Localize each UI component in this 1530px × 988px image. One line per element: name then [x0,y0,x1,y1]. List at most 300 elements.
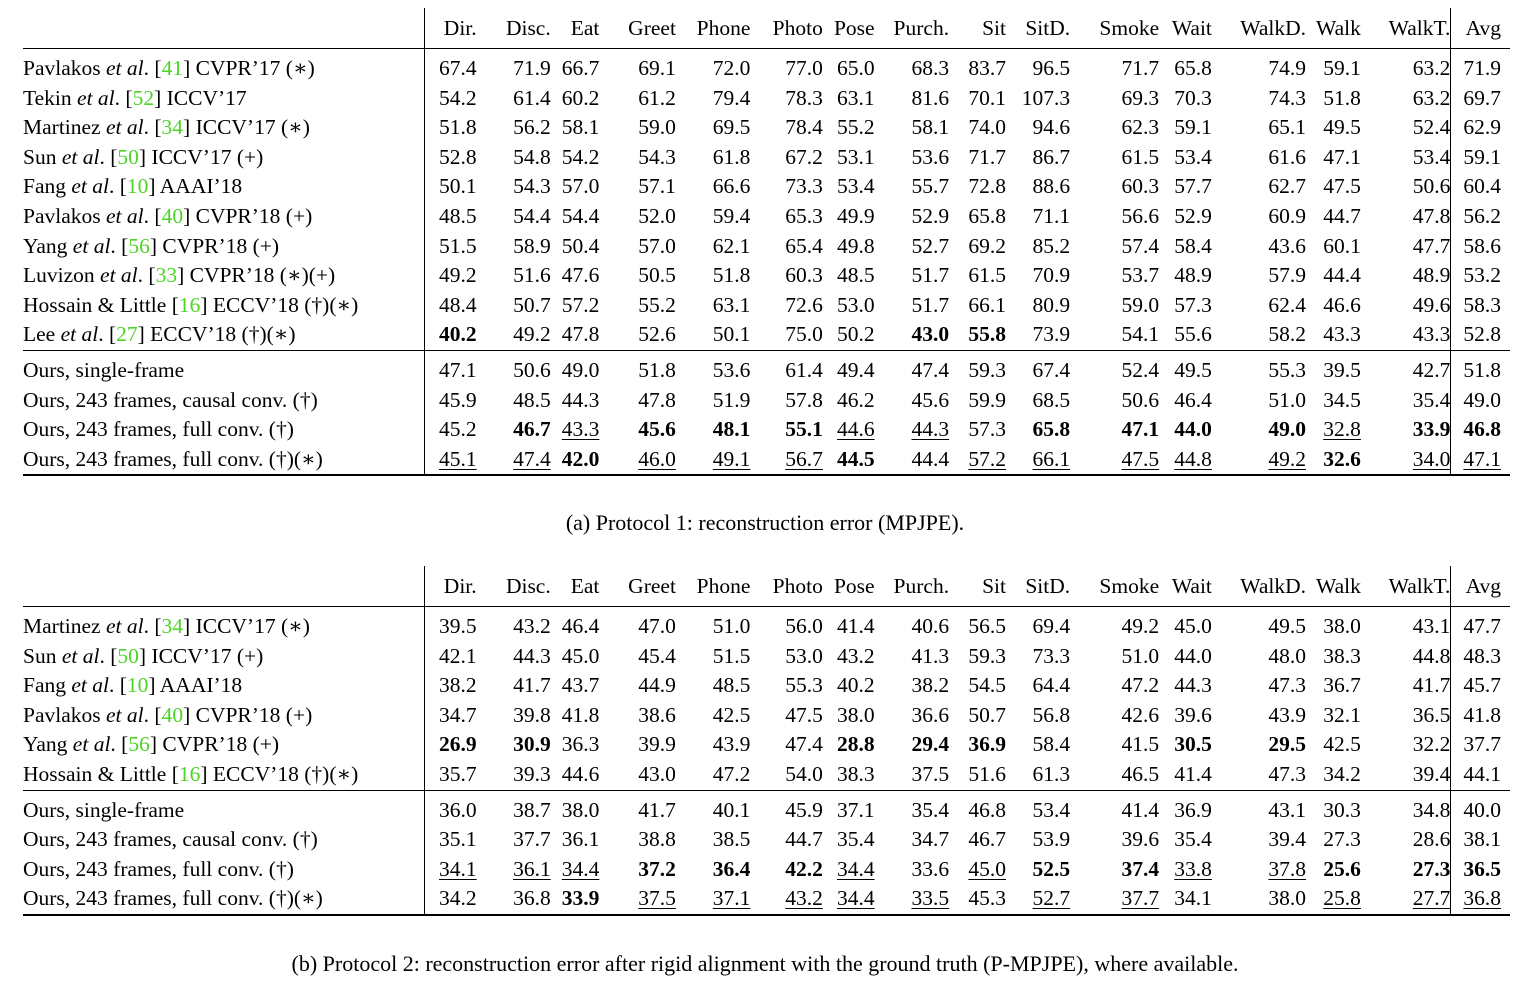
column-header: Smoke [1070,566,1159,607]
value-cell [599,825,676,855]
value-text: 36.8 [513,886,551,911]
method-text: et al [60,322,99,347]
value-text: 43.6 [1268,233,1307,258]
value-text: 50.1 [712,322,751,347]
avg-cell [1451,642,1510,672]
column-header: Greet [599,566,676,607]
value-cell [1212,607,1306,642]
avg-cell [1451,202,1510,232]
value-text: 45.3 [968,886,1006,911]
table-row [23,642,1510,672]
value-text: 69.5 [712,115,751,140]
value-cell [823,825,875,855]
value-text: 48.5 [712,673,751,698]
value-cell [1306,350,1361,385]
value-text: 71.1 [1032,203,1071,228]
value-cell [1212,386,1306,416]
value-text: 54.1 [1121,322,1160,347]
method-name [23,113,425,143]
value-cell [750,49,822,84]
method-text: et al [106,56,144,80]
value-cell [1159,760,1212,790]
value-text: 61.6 [1268,144,1307,169]
value-text: 56.8 [1032,702,1071,727]
value-cell [1212,202,1306,232]
caption-protocol-2: (b) Protocol 2: reconstruction error after rigid alignment with the ground truth (P-MPJPE), where available. [291,951,1239,976]
value-cell [823,232,875,262]
value-cell [425,261,489,291]
value-text: 36.9 [1174,797,1212,822]
value-text: 37.4 [1121,856,1160,881]
value-text: 80.9 [1032,292,1071,317]
value-text: 47.3 [1268,673,1307,698]
value-cell [1212,445,1306,476]
table-row [23,671,1510,701]
value-text: 56.0 [785,614,823,638]
value-cell [1070,642,1159,672]
value-text: 54.5 [968,673,1006,698]
value-cell [1159,415,1212,445]
value-text: 61.2 [638,85,676,110]
value-cell [750,232,822,262]
method-text: et al [71,673,109,698]
value-text: 57.2 [561,292,600,317]
citation-link: 34 [161,614,184,638]
value-cell [425,202,489,232]
value-text: 58.3 [1463,292,1501,317]
value-cell [599,701,676,731]
method-text: . [ [137,263,156,288]
value-text: 47.2 [1121,673,1160,698]
value-text: 59.1 [1463,144,1501,169]
value-text: 63.1 [712,292,751,317]
value-cell [949,445,1006,476]
value-text: 68.5 [1032,387,1071,412]
value-text: 78.3 [785,85,823,110]
value-text: 45.0 [968,856,1006,881]
value-cell [551,320,600,350]
value-text: 41.7 [638,797,676,822]
value-text: 47.4 [513,446,551,471]
column-header: Purch. [875,566,950,607]
value-cell [1306,49,1361,84]
value-cell [1159,701,1212,731]
value-cell [875,350,950,385]
value-cell [949,671,1006,701]
value-cell [489,790,551,825]
value-text: 44.3 [513,643,551,668]
method-name [23,49,425,84]
value-text: 44.3 [1174,673,1212,698]
value-cell [551,386,600,416]
value-text: 48.0 [1268,643,1307,668]
method-name [23,701,425,731]
table-row [23,261,1510,291]
value-cell [823,320,875,350]
value-cell [676,143,751,173]
value-cell [750,291,822,321]
value-text: 49.2 [1268,446,1307,471]
value-text: 36.0 [439,797,477,822]
value-text: 34.7 [439,702,477,727]
value-text: 50.6 [1121,387,1160,412]
avg-cell [1451,113,1510,143]
table-row [23,760,1510,790]
value-text: 61.4 [785,357,823,382]
value-cell [750,730,822,760]
value-text: 40.1 [712,797,751,822]
value-text: 40.2 [439,322,477,347]
value-cell [489,884,551,915]
value-cell [551,855,600,885]
value-cell [1361,445,1451,476]
value-cell [1361,84,1451,114]
value-cell [489,730,551,760]
value-cell [1070,202,1159,232]
table-row [23,790,1510,825]
method-text: . [ [110,233,129,258]
value-text: 55.2 [638,292,676,317]
value-text: 47.4 [911,357,950,382]
value-cell [489,855,551,885]
value-text: 48.5 [836,263,875,288]
method-text: . [ [99,144,118,169]
method-text: Ours, 243 frames, full conv. (†)(∗) [23,886,323,911]
value-cell [425,386,489,416]
value-text: 70.1 [968,85,1006,110]
value-text: 54.3 [638,144,676,169]
value-cell [1070,790,1159,825]
value-text: 51.7 [911,292,950,317]
value-text: 33.9 [1412,417,1451,442]
value-text: 36.1 [513,856,551,881]
avg-cell [1451,386,1510,416]
value-cell [1361,320,1451,350]
value-text: 60.1 [1323,233,1361,258]
method-text: Pavlakos [23,702,107,727]
method-text: ] CVPR’18 (+) [149,732,280,757]
value-text: 48.3 [1463,643,1501,668]
value-cell [599,760,676,790]
value-text: 49.4 [836,357,875,382]
value-cell [1070,730,1159,760]
value-text: 59.4 [712,203,751,228]
avg-cell [1451,671,1510,701]
value-cell [425,607,489,642]
value-cell [1070,445,1159,476]
value-text: 39.9 [638,732,676,757]
method-name [23,825,425,855]
value-cell [1159,790,1212,825]
value-text: 37.1 [836,797,875,822]
citation-link: 56 [128,732,150,757]
value-cell [1070,701,1159,731]
value-text: 58.1 [561,115,600,140]
value-text: 36.3 [561,732,600,757]
value-text: 51.8 [1323,85,1361,110]
value-text: 57.3 [968,417,1006,442]
value-cell [750,760,822,790]
method-text: Yang [23,233,73,258]
value-cell [1212,415,1306,445]
value-cell [949,386,1006,416]
method-text: ] ECCV’18 (†)(∗) [200,761,359,786]
value-text: 58.1 [911,115,950,140]
value-cell [599,291,676,321]
value-cell [551,261,600,291]
value-cell [425,49,489,84]
value-cell [551,884,600,915]
method-text: ] ICCV’17 (∗) [183,115,310,140]
value-cell [551,760,600,790]
value-text: 41.3 [911,643,950,668]
method-text: Ours, single-frame [23,797,185,822]
value-text: 44.3 [561,387,600,412]
value-cell [875,790,950,825]
value-text: 32.8 [1323,417,1361,442]
value-text: 51.9 [712,387,751,412]
value-cell [551,415,600,445]
value-text: 47.8 [638,387,676,412]
value-cell [750,825,822,855]
value-cell [1070,386,1159,416]
value-cell [1006,884,1070,915]
value-cell [750,386,822,416]
method-text: ] ICCV’17 (+) [138,643,264,668]
value-text: 50.1 [439,174,477,199]
value-text: 34.4 [836,856,875,881]
value-text: 44.1 [1463,761,1501,786]
method-text: ] CVPR’18 (+) [183,702,313,727]
value-cell [823,143,875,173]
column-header: Eat [551,8,600,49]
value-cell [1006,415,1070,445]
value-text: 34.2 [1323,761,1361,786]
caption-protocol-1: (a) Protocol 1: reconstruction error (MPJPE). [565,510,965,535]
value-cell [489,261,551,291]
method-text: ] ICCV’17 (∗) [183,614,310,638]
method-text: Fang [23,174,72,199]
value-text: 69.3 [1121,85,1160,110]
value-cell [875,172,950,202]
value-text: 45.4 [638,643,676,668]
value-text: 59.3 [968,357,1006,382]
value-cell [599,261,676,291]
value-cell [676,855,751,885]
value-text: 50.7 [968,702,1006,727]
value-text: 54.8 [513,144,551,169]
value-text: 85.2 [1032,233,1071,258]
value-cell [1212,49,1306,84]
value-text: 51.6 [513,263,551,288]
value-text: 27.3 [1412,856,1451,881]
method-text: Yang [23,732,73,757]
value-cell [551,350,600,385]
value-cell [425,701,489,731]
value-cell [949,84,1006,114]
value-text: 62.3 [1121,115,1160,140]
value-cell [425,291,489,321]
value-cell [1212,760,1306,790]
value-cell [750,415,822,445]
value-text: 47.7 [1412,233,1451,258]
value-cell [676,232,751,262]
value-cell [823,84,875,114]
value-cell [823,261,875,291]
value-text: 52.9 [1174,203,1212,228]
value-text: 33.8 [1174,856,1212,881]
method-text: Hossain & Little [ [23,292,179,317]
column-header: Purch. [875,8,950,49]
value-cell [823,790,875,825]
method-text: Luvizon [23,263,101,288]
value-text: 41.4 [1174,761,1212,786]
value-cell [1361,884,1451,915]
value-text: 67.2 [785,144,823,169]
value-cell [676,113,751,143]
value-text: 66.7 [561,56,600,80]
value-text: 52.0 [638,203,676,228]
value-cell [875,607,950,642]
value-cell [425,790,489,825]
method-text: Ours, 243 frames, causal conv. (†) [23,827,318,852]
value-text: 44.4 [1323,263,1361,288]
method-text: Ours, 243 frames, full conv. (†) [23,417,294,442]
value-cell [599,445,676,476]
value-text: 51.7 [911,263,950,288]
value-text: 38.0 [1268,886,1307,911]
value-text: 53.9 [1032,827,1071,852]
value-text: 67.4 [439,56,477,80]
method-name [23,760,425,790]
value-text: 54.0 [785,761,823,786]
value-cell [676,172,751,202]
value-text: 65.8 [1032,417,1071,442]
value-cell [949,790,1006,825]
value-cell [551,232,600,262]
header-row [23,8,1510,49]
value-text: 44.0 [1174,417,1212,442]
method-name [23,855,425,885]
method-text: Sun [23,144,62,169]
value-text: 37.7 [1121,886,1160,911]
value-text: 73.3 [785,174,823,199]
value-cell [1006,291,1070,321]
value-cell [1361,825,1451,855]
value-text: 47.1 [439,357,477,382]
value-cell [1306,320,1361,350]
value-text: 47.4 [785,732,823,757]
value-cell [551,607,600,642]
value-text: 44.3 [911,417,950,442]
value-text: 55.8 [968,322,1006,347]
value-text: 34.1 [1174,886,1212,911]
value-text: 38.0 [836,702,875,727]
value-cell [1070,671,1159,701]
value-text: 35.4 [911,797,950,822]
citation-link: 50 [117,643,139,668]
value-cell [1212,884,1306,915]
method-text: et al [106,702,144,727]
method-name [23,320,425,350]
value-cell [1306,607,1361,642]
value-cell [1361,760,1451,790]
value-cell [1212,350,1306,385]
table-row [23,113,1510,143]
value-text: 35.7 [439,761,477,786]
value-cell [676,730,751,760]
value-cell [1070,172,1159,202]
table-protocol-2 [23,566,1510,916]
value-cell [1306,291,1361,321]
column-header: Wait [1159,566,1212,607]
column-header: SitD. [1006,8,1070,49]
value-cell [750,701,822,731]
column-header: Phone [676,566,751,607]
value-cell [1159,825,1212,855]
value-cell [750,320,822,350]
value-cell [1070,607,1159,642]
value-cell [1361,291,1451,321]
citation-link: 27 [116,322,138,347]
value-text: 36.4 [712,856,751,881]
value-cell [1159,143,1212,173]
value-cell [1006,113,1070,143]
value-cell [551,642,600,672]
value-text: 59.1 [1174,115,1212,140]
value-text: 33.6 [911,856,950,881]
value-cell [676,291,751,321]
value-cell [1212,113,1306,143]
avg-cell [1451,884,1510,915]
value-text: 59.0 [638,115,676,140]
citation-link: 34 [161,115,184,140]
method-text: . [ [143,203,162,228]
value-cell [1006,730,1070,760]
value-cell [551,730,600,760]
value-cell [676,607,751,642]
value-cell [1212,172,1306,202]
value-cell [489,291,551,321]
value-text: 72.8 [968,174,1006,199]
value-cell [1159,202,1212,232]
value-cell [1361,730,1451,760]
value-text: 49.5 [1323,115,1361,140]
value-text: 46.5 [1121,761,1160,786]
value-cell [599,172,676,202]
value-cell [599,607,676,642]
value-cell [1159,84,1212,114]
value-cell [676,701,751,731]
table-row [23,855,1510,885]
value-text: 49.2 [439,263,477,288]
method-text: ] ICCV’17 (+) [138,144,264,169]
value-text: 43.9 [1268,702,1307,727]
value-cell [425,232,489,262]
value-cell [949,202,1006,232]
value-text: 47.5 [785,702,823,727]
value-text: 50.6 [513,357,551,382]
value-cell [823,701,875,731]
value-cell [1306,415,1361,445]
method-text: Ours, 243 frames, full conv. (†) [23,856,294,881]
value-text: 30.9 [513,732,551,757]
value-cell [750,261,822,291]
value-cell [1361,386,1451,416]
value-text: 53.4 [1032,797,1071,822]
value-text: 33.5 [911,886,950,911]
value-text: 72.0 [712,56,751,80]
